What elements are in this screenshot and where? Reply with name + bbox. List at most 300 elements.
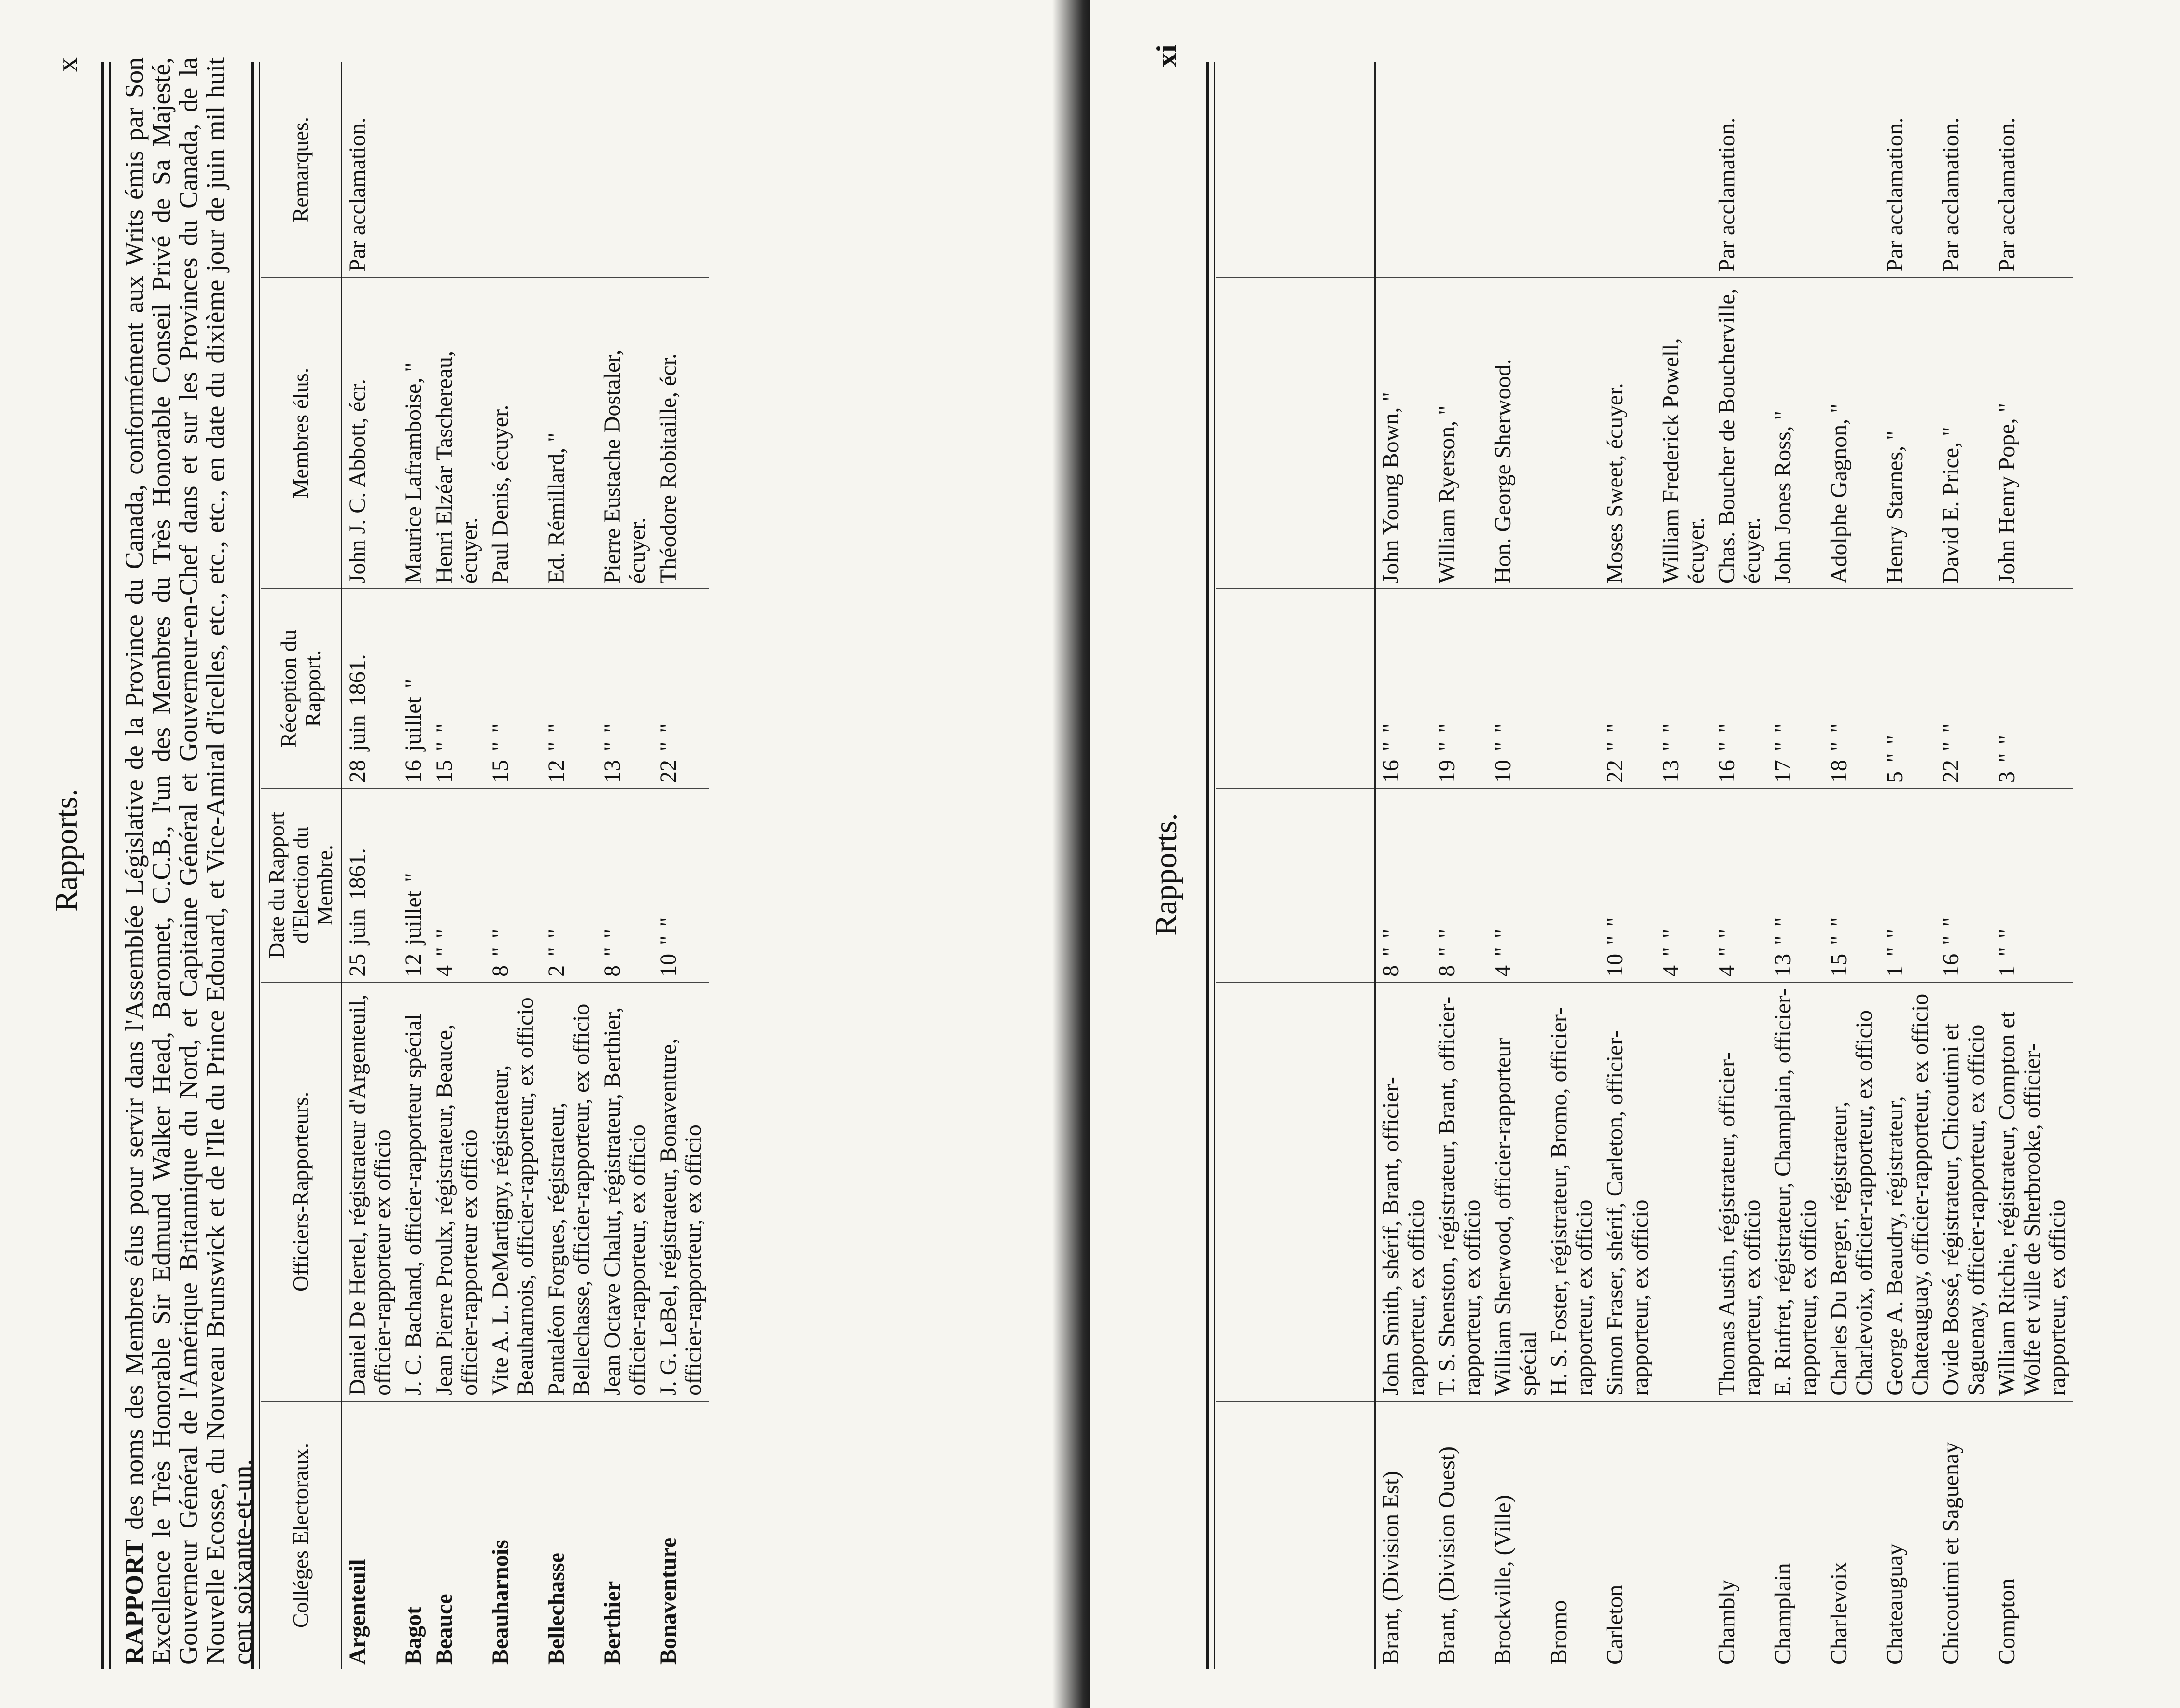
officer-text: Jean Octave Chalut, régistrateur, Berthier, officier-rapporteur, ex officio (600, 1007, 650, 1396)
date-cell (1375, 788, 1432, 982)
college-cell (1656, 1401, 1712, 1669)
table-header-row (261, 62, 342, 1669)
top-rule-left (101, 62, 111, 1669)
college-cell (1712, 1401, 1768, 1669)
reception-year: " (600, 723, 625, 733)
running-head-left: Rapports. (49, 789, 84, 912)
remarks-cell (429, 62, 485, 277)
college-cell (1432, 1401, 1488, 1669)
member-cell (1712, 277, 1768, 589)
date-year: " (1770, 917, 1796, 927)
officer-text: Vite A. L. DeMartigny, régistrateur, Beauharnois, officier-rapporteur, ex officio (488, 997, 538, 1396)
date-month: " (1882, 947, 1908, 957)
reception-month: juillet (401, 697, 426, 751)
officer-text: Simon Fraser, shérif, Carleton, officier-rapporteur, ex officio (1602, 1030, 1653, 1396)
reception-day: 15 (432, 760, 457, 783)
member-cell (342, 277, 399, 589)
date-cell (1768, 788, 1824, 982)
remarks-text: Par acclamation. (1994, 117, 2020, 272)
table-row (1880, 62, 1936, 1669)
date-month: " (1378, 947, 1404, 957)
date-cell (485, 788, 541, 982)
date-day: 10 (1602, 953, 1628, 977)
date-day: 12 (401, 953, 426, 977)
member-cell (653, 277, 709, 589)
table-header-row-right (1216, 62, 1375, 1669)
member-cell (1768, 277, 1824, 589)
officer-text: John Smith, shérif, Brant, officier-rapporteur, ex officio (1378, 1077, 1429, 1396)
college-cell (398, 1401, 429, 1669)
member-text: Chas. Boucher de Boucherville, écuyer. (1714, 288, 1765, 584)
remarks-cell (1600, 62, 1656, 277)
officer-cell (653, 982, 709, 1401)
date-month: " (600, 947, 625, 957)
remarks-text: Par acclamation. (345, 117, 370, 272)
member-cell (398, 277, 429, 589)
reception-month: " (488, 741, 513, 751)
header-remarks-right (1216, 62, 1375, 277)
college-text: Argenteuil (345, 1559, 370, 1665)
date-day: 1 (1882, 965, 1908, 977)
table-row (1712, 62, 1768, 1669)
member-cell (1544, 277, 1600, 589)
date-cell (653, 788, 709, 982)
reception-year: " (1658, 723, 1684, 733)
college-text: Beauharnois (488, 1540, 513, 1665)
header-reception-right (1216, 589, 1375, 788)
officer-cell (1544, 982, 1600, 1401)
reception-day: 18 (1826, 760, 1852, 783)
date-cell (1824, 788, 1880, 982)
table-row (1488, 62, 1544, 1669)
reception-cell (1824, 589, 1880, 788)
remarks-cell (1768, 62, 1824, 277)
date-year: " (1602, 917, 1628, 927)
member-text: John Jones Ross, " (1770, 410, 1796, 584)
date-cell (429, 788, 485, 982)
header-member: Membres élus. (261, 277, 342, 589)
date-cell (398, 788, 429, 982)
reception-year: " (1434, 723, 1460, 733)
reception-day: 22 (1602, 760, 1628, 783)
reception-cell (597, 589, 653, 788)
college-text: Bonaventure (656, 1537, 681, 1665)
college-cell (342, 1401, 399, 1669)
reception-day: 10 (1490, 760, 1516, 783)
date-day: 15 (1826, 953, 1852, 977)
member-cell (1656, 277, 1712, 589)
member-text: Henry Starnes, " (1882, 430, 1908, 584)
reception-cell (429, 589, 485, 788)
member-text: Paul Denis, écuyer. (488, 404, 513, 584)
date-day: 1 (1994, 965, 2020, 977)
reception-month: " (1434, 741, 1460, 751)
date-month: " (1826, 935, 1852, 945)
date-cell (342, 788, 399, 982)
date-year: " (1938, 917, 1964, 927)
reception-cell (398, 589, 429, 788)
college-cell (485, 1401, 541, 1669)
officer-cell (398, 982, 429, 1401)
college-text: Brant, (Division Ouest) (1434, 1446, 1460, 1665)
member-text: Adolphe Gagnon, " (1826, 403, 1852, 584)
date-day: 16 (1938, 953, 1964, 977)
header-reception: Réception du Rapport. (261, 589, 342, 788)
officer-cell (1488, 982, 1544, 1401)
reception-year: " (1378, 723, 1404, 733)
remarks-cell (541, 62, 597, 277)
reception-year: " (432, 723, 457, 733)
table-row (485, 62, 541, 1669)
reception-day: 22 (656, 760, 681, 783)
date-month: " (1994, 947, 2020, 957)
reception-cell (1768, 589, 1824, 788)
reception-day: 16 (401, 760, 426, 783)
header-date: Date du Rapport d'Election du Membre. (261, 788, 342, 982)
header-officer: Officiers-Rapporteurs. (261, 982, 342, 1401)
college-cell (1936, 1401, 1992, 1669)
member-text: William Frederick Powell, écuyer. (1658, 338, 1709, 584)
date-year: " (600, 929, 625, 939)
member-cell (1600, 277, 1656, 589)
date-day: 8 (1378, 965, 1404, 977)
college-text: Bellechasse (544, 1553, 569, 1665)
officer-cell (1432, 982, 1488, 1401)
officer-text: Jean Pierre Proulx, régistrateur, Beauce, officier-rapporteur ex officio (432, 1024, 482, 1396)
date-year: 1861. (345, 848, 370, 901)
reception-cell (1432, 589, 1488, 788)
header-college-right (1216, 1401, 1375, 1669)
table-row (1768, 62, 1824, 1669)
date-cell (1544, 788, 1600, 982)
date-year: " (488, 929, 513, 939)
reception-month: " (656, 741, 681, 751)
officer-text: H. S. Foster, régistrateur, Bromo, officier-rapporteur, ex officio (1546, 1007, 1597, 1396)
remarks-text: Par acclamation. (1938, 117, 1964, 272)
date-cell (1488, 788, 1544, 982)
date-month: juillet (401, 890, 426, 945)
remarks-cell (1656, 62, 1712, 277)
date-year: " (1994, 929, 2020, 939)
reception-cell (653, 589, 709, 788)
officer-cell (541, 982, 597, 1401)
reception-year: " (488, 723, 513, 733)
reception-day: 22 (1938, 760, 1964, 783)
reception-cell (541, 589, 597, 788)
reception-cell (1600, 589, 1656, 788)
reception-day: 17 (1770, 760, 1796, 783)
date-cell (1936, 788, 1992, 982)
officer-text: E. Rinfret, régistrateur, Champlain, officier-rapporteur, ex officio (1770, 988, 1821, 1396)
date-year: " (432, 929, 457, 939)
officer-cell (429, 982, 485, 1401)
reception-month: " (1826, 741, 1852, 751)
officer-cell (485, 982, 541, 1401)
table-row (1600, 62, 1656, 1669)
date-day: 10 (656, 953, 681, 977)
officer-text: Daniel De Hertel, régistrateur d'Argenteuil, officier-rapporteur ex officio (345, 994, 395, 1396)
member-cell (597, 277, 653, 589)
table-row (1992, 62, 2073, 1669)
member-cell (1488, 277, 1544, 589)
reception-month: " (1882, 753, 1908, 763)
officer-text: William Sherwood, officier-rapporteur spécial (1490, 1038, 1541, 1396)
date-cell (1992, 788, 2073, 982)
officer-cell (342, 982, 399, 1401)
date-cell (1432, 788, 1488, 982)
header-member-right (1216, 277, 1375, 589)
officer-text: J. G. LeBel, régistrateur, Bonaventure, officier-rapporteur, ex officio (656, 1038, 706, 1396)
officer-text: George A. Beaudry, régistrateur, Chateauguay, officier-rapporteur, ex officio (1882, 993, 1933, 1396)
officer-text: T. S. Shenston, régistrateur, Brant, officier-rapporteur, ex officio (1434, 996, 1485, 1396)
reception-day: 12 (544, 760, 569, 783)
college-text: Champlain (1770, 1563, 1796, 1665)
college-text: Berthier (600, 1581, 625, 1665)
member-text: Henri Elzéar Taschereau, écuyer. (432, 351, 482, 584)
member-cell (1375, 277, 1432, 589)
member-cell (1432, 277, 1488, 589)
college-cell (1824, 1401, 1880, 1669)
remarks-cell (597, 62, 653, 277)
table-row (1432, 62, 1488, 1669)
date-day: 8 (1434, 965, 1460, 977)
remarks-cell (1432, 62, 1488, 277)
reception-cell (1375, 589, 1432, 788)
reception-year: " (401, 679, 426, 689)
member-text: David E. Price, " (1938, 427, 1964, 584)
officer-cell (597, 982, 653, 1401)
member-cell (541, 277, 597, 589)
member-cell (1880, 277, 1936, 589)
table-row (1824, 62, 1880, 1669)
header-remarks: Remarques. (261, 62, 342, 277)
table-row (342, 62, 399, 1669)
college-cell (1600, 1401, 1656, 1669)
member-cell (1992, 277, 2073, 589)
page-xi (1090, 0, 2180, 1708)
table-row (1936, 62, 1992, 1669)
reception-month: " (432, 741, 457, 751)
reception-day: 19 (1434, 760, 1460, 783)
college-cell (429, 1401, 485, 1669)
date-year: " (1714, 929, 1740, 939)
reception-year: " (1490, 723, 1516, 733)
date-month: " (1490, 947, 1516, 957)
date-month: " (1434, 947, 1460, 957)
reception-month: " (1378, 741, 1404, 751)
officer-cell (1936, 982, 1992, 1401)
table-row (1375, 62, 1432, 1669)
table-row (429, 62, 485, 1669)
college-text: Bromo (1546, 1600, 1572, 1665)
member-cell (429, 277, 485, 589)
reception-month: " (1714, 741, 1740, 751)
reception-month: " (1602, 741, 1628, 751)
reception-year: " (656, 723, 681, 733)
reception-month: " (1658, 741, 1684, 751)
reception-year: " (1938, 723, 1964, 733)
reception-year: " (1994, 735, 2020, 745)
date-day: 2 (544, 965, 569, 977)
reception-day: 13 (600, 760, 625, 783)
college-cell (597, 1401, 653, 1669)
date-month: " (432, 947, 457, 957)
date-month: " (1658, 947, 1684, 957)
remarks-cell (1992, 62, 2073, 277)
college-cell (1992, 1401, 2073, 1669)
report-lead: RAPPORT (120, 1539, 149, 1665)
date-month: " (544, 947, 569, 957)
officer-cell (1600, 982, 1656, 1401)
member-text: Ed. Rémillard, " (544, 432, 569, 584)
officer-cell (1375, 982, 1432, 1401)
member-text: Pierre Eustache Dostaler, écuyer. (600, 349, 650, 584)
officer-cell (1880, 982, 1936, 1401)
table-top-rule-left (251, 62, 260, 1669)
college-text: Chateauguay (1882, 1543, 1908, 1665)
college-text: Charlevoix (1826, 1561, 1852, 1665)
reception-year: " (1826, 723, 1852, 733)
member-text: John Henry Pope, " (1994, 403, 2020, 584)
reception-year: " (544, 723, 569, 733)
reception-day: 16 (1714, 760, 1740, 783)
folio-right: xi (1151, 44, 1183, 67)
college-text: Chambly (1714, 1580, 1740, 1665)
reception-cell (1488, 589, 1544, 788)
remarks-cell (485, 62, 541, 277)
reception-day: 5 (1882, 771, 1908, 783)
college-cell (1768, 1401, 1824, 1669)
table-row (1656, 62, 1712, 1669)
date-day: 4 (1714, 965, 1740, 977)
college-cell (1375, 1401, 1432, 1669)
reception-month: " (544, 741, 569, 751)
officer-cell (1712, 982, 1768, 1401)
reception-year: " (1602, 723, 1628, 733)
date-year: " (544, 929, 569, 939)
officer-text: Pantaléon Forgues, régistrateur, Bellechasse, officier-rapporteur, ex officio (544, 1003, 594, 1396)
reception-cell (485, 589, 541, 788)
reception-cell (342, 589, 399, 788)
reception-cell (1712, 589, 1768, 788)
date-day: 4 (1490, 965, 1516, 977)
date-month: " (1602, 935, 1628, 945)
reception-month: " (1994, 753, 2020, 763)
date-month: " (1938, 935, 1964, 945)
college-text: Brant, (Division Est) (1378, 1471, 1404, 1665)
member-text: John Young Bown, " (1378, 392, 1404, 584)
report-text: des noms des Membres élus pour servir dans l'Assemblée Législative de la Province du Canada, conformément aux Writs émis par Son Excellence le Très Honorable Sir Edmund Walker Head, Baronnet, C.C.B., l'un des Membres du Très Honorable Conseil Privé de Sa Majesté, Gouverneur Général de l'Amérique Britannique du Nord, et Capitaine Général et Gouverneur-en-Chef dans et sur les Provinces du Canada, de la Nouvelle Ecosse, du Nouveau Brunswick et de l'Ile du Prince Edouard, et Vice-Amiral d'icelles, etc., etc., etc., en date du dixième jour de juin mil huit cent soixante-et-un. (120, 57, 257, 1665)
member-text: John J. C. Abbott, écr. (345, 379, 370, 584)
remarks-cell (653, 62, 709, 277)
remarks-text: Par acclamation. (1882, 117, 1908, 272)
date-year: " (1658, 929, 1684, 939)
date-month: " (488, 947, 513, 957)
date-day: 4 (432, 965, 457, 977)
officer-text: Ovide Bossé, régistrateur, Chicoutimi et Saguenay, officier-rapporteur, ex officio (1938, 1023, 1989, 1396)
reception-day: 15 (488, 760, 513, 783)
college-cell (541, 1401, 597, 1669)
college-text: Beauce (432, 1594, 457, 1665)
date-year: " (1434, 929, 1460, 939)
date-year: " (1882, 929, 1908, 939)
date-year: " (401, 873, 426, 882)
college-text: Bagot (401, 1607, 426, 1665)
college-cell (1544, 1401, 1600, 1669)
reception-year: " (1882, 735, 1908, 745)
folio-left: x (51, 57, 83, 72)
date-month: " (656, 935, 681, 945)
college-text: Carleton (1602, 1584, 1628, 1665)
header-college: Colléges Electoraux. (261, 1401, 342, 1669)
reception-month: " (600, 741, 625, 751)
date-year: " (1378, 929, 1404, 939)
remarks-cell (1936, 62, 1992, 277)
table-row (398, 62, 429, 1669)
member-text: Théodore Robitaille, écr. (656, 353, 681, 584)
date-cell (1600, 788, 1656, 982)
member-text: Hon. George Sherwood. (1490, 359, 1516, 584)
reception-year: 1861. (345, 654, 370, 707)
member-cell (1824, 277, 1880, 589)
college-text: Brockville, (Ville) (1490, 1495, 1516, 1665)
reception-year: " (1770, 723, 1796, 733)
college-cell (1488, 1401, 1544, 1669)
reception-year: " (1714, 723, 1740, 733)
member-cell (485, 277, 541, 589)
date-year: " (656, 917, 681, 927)
table-row (653, 62, 709, 1669)
date-year: " (1826, 917, 1852, 927)
reception-cell (1992, 589, 2073, 788)
date-cell (1656, 788, 1712, 982)
date-day: 8 (488, 965, 513, 977)
reception-day: 16 (1378, 760, 1404, 783)
remarks-cell (1375, 62, 1432, 277)
reception-cell (1936, 589, 1992, 788)
remarks-cell (342, 62, 399, 277)
member-text: William Ryerson, " (1434, 405, 1460, 584)
reception-day: 28 (345, 760, 370, 783)
remarks-cell (398, 62, 429, 277)
member-text: Maurice Laframboise, " (401, 362, 426, 584)
header-officer-right (1216, 982, 1375, 1401)
table-row (541, 62, 597, 1669)
report-introduction (121, 57, 256, 1665)
remarks-cell (1544, 62, 1600, 277)
member-cell (1936, 277, 1992, 589)
date-cell (541, 788, 597, 982)
officer-text: Thomas Austin, régistrateur, officier-rapporteur, ex officio (1714, 1052, 1765, 1396)
member-text: Moses Sweet, écuyer. (1602, 383, 1628, 584)
reception-day: 3 (1994, 771, 2020, 783)
table-row (597, 62, 653, 1669)
remarks-text: Par acclamation. (1714, 117, 1740, 272)
returns-table-left (261, 62, 709, 1669)
date-month: juin (345, 909, 370, 945)
college-cell (1880, 1401, 1936, 1669)
date-cell (597, 788, 653, 982)
officer-cell (1656, 982, 1712, 1401)
remarks-cell (1880, 62, 1936, 277)
college-cell (653, 1401, 709, 1669)
reception-day: 13 (1658, 760, 1684, 783)
date-day: 4 (1658, 965, 1684, 977)
remarks-cell (1488, 62, 1544, 277)
officer-text: J. C. Bachand, officier-rapporteur spécial (401, 1014, 426, 1396)
table-row (1544, 62, 1600, 1669)
reception-cell (1656, 589, 1712, 788)
